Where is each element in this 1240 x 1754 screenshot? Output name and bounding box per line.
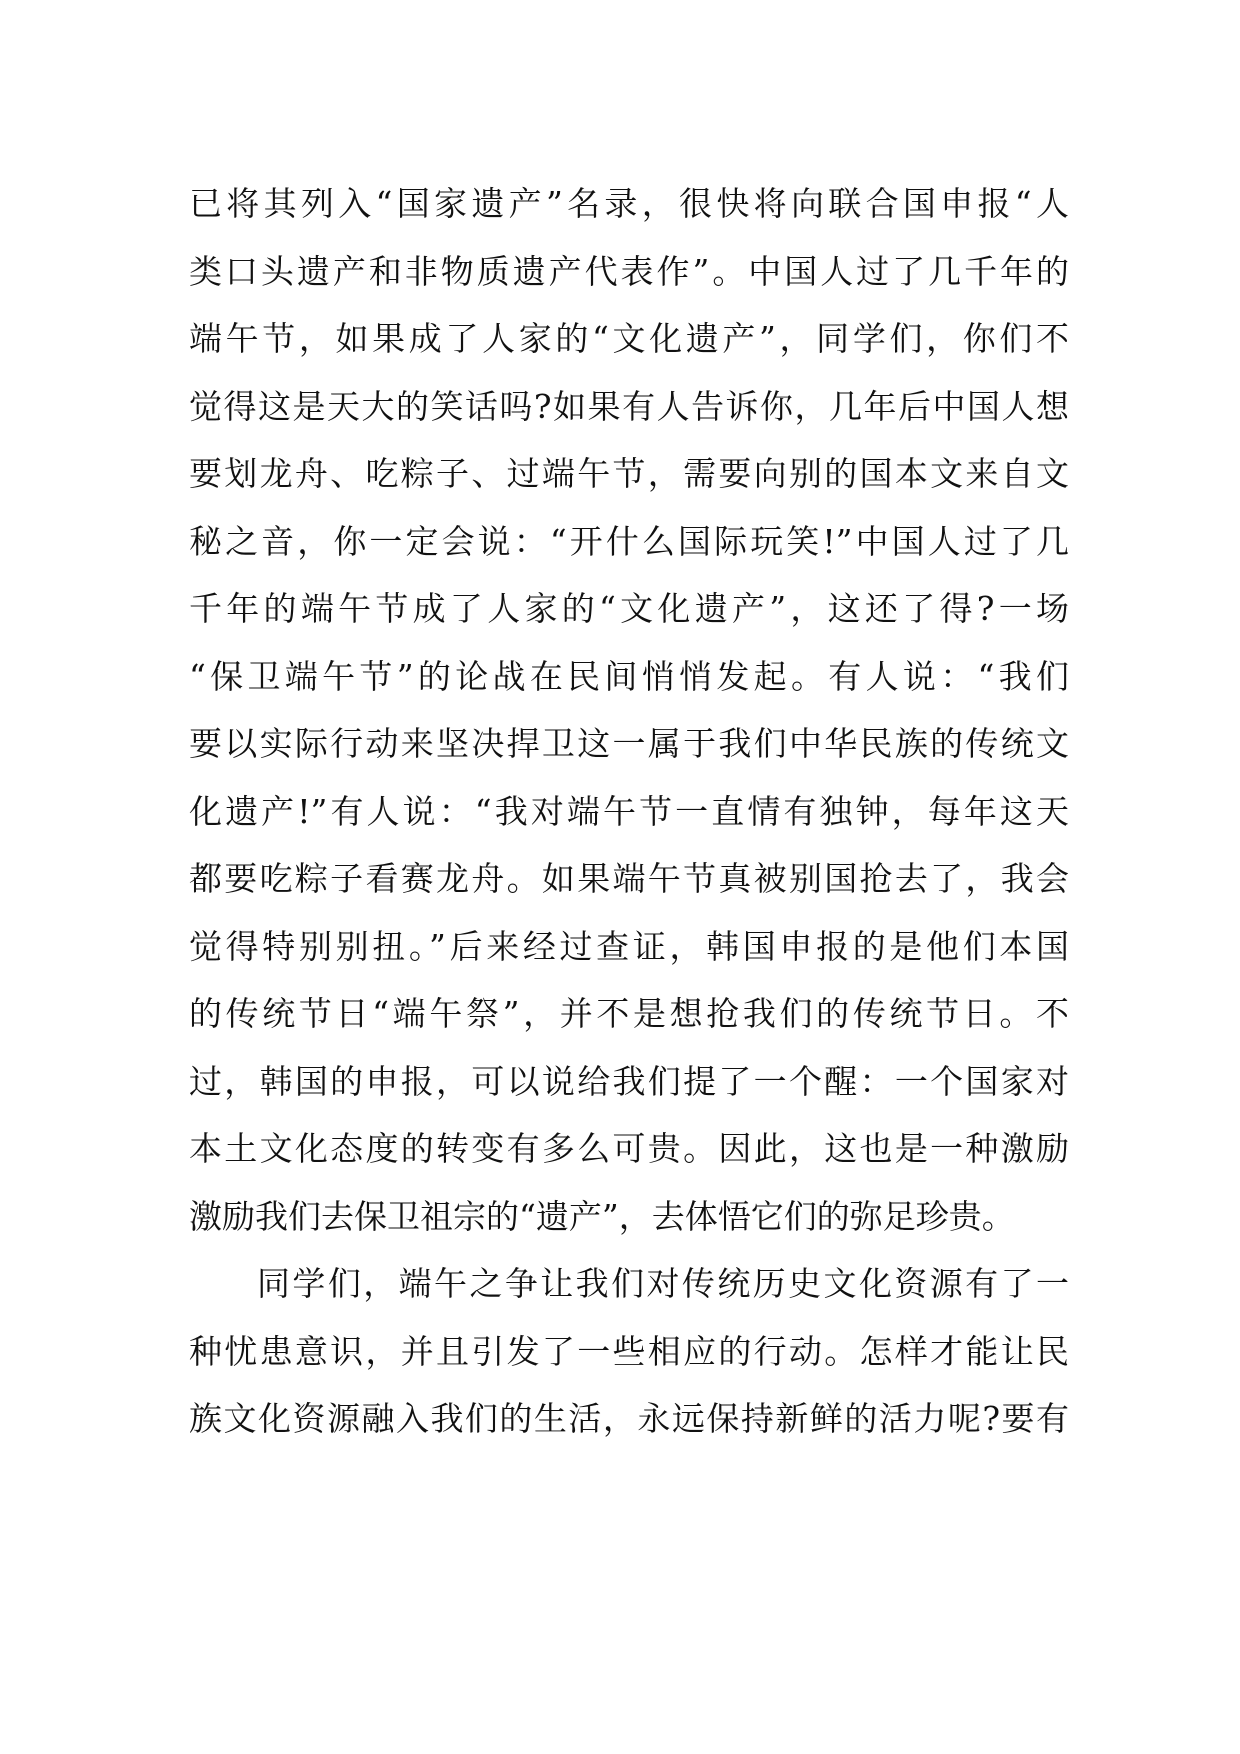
text-line: 要以实际行动来坚决捍卫这一属于我们中华民族的传统文 bbox=[189, 724, 1069, 763]
text-line: 类口头遗产和非物质遗产代表作”。中国人过了几千年的 bbox=[189, 251, 1069, 291]
text-line: 的传统节日“端午祭”，并不是想抢我们的传统节日。不 bbox=[189, 994, 1069, 1033]
text-line: 本土文化态度的转变有多么可贵。因此，这也是一种激励 bbox=[189, 1129, 1069, 1168]
text-line: 化遗产!”有人说：“我对端午节一直情有独钟，每年这天 bbox=[189, 791, 1069, 831]
text-line: 过，韩国的申报，可以说给我们提了一个醒：一个国家对 bbox=[189, 1061, 1069, 1101]
text-line: 已将其列入“国家遗产”名录，很快将向联合国申报“人 bbox=[189, 184, 1069, 223]
text-line: 秘之音，你一定会说：“开什么国际玩笑!”中国人过了几 bbox=[189, 521, 1069, 561]
text-line: 端午节，如果成了人家的“文化遗产”，同学们，你们不 bbox=[189, 319, 1069, 358]
document-body bbox=[189, 170, 1069, 1453]
text-line: 都要吃粽子看赛龙舟。如果端午节真被别国抢去了，我会 bbox=[189, 859, 1069, 898]
text-line: 千年的端午节成了人家的“文化遗产”，这还了得?一场 bbox=[189, 589, 1069, 628]
text-line: “保卫端午节”的论战在民间悄悄发起。有人说：“我们 bbox=[189, 656, 1069, 696]
paragraph bbox=[189, 1250, 1069, 1453]
text-line: 要划龙舟、吃粽子、过端午节，需要向别的国本文来自文 bbox=[189, 454, 1069, 493]
text-line: 觉得这是天大的笑话吗?如果有人告诉你，几年后中国人想 bbox=[189, 386, 1069, 426]
text-line: 族文化资源融入我们的生活，永远保持新鲜的活力呢?要有 bbox=[189, 1399, 1069, 1438]
text-line: 激励我们去保卫祖宗的“遗产”，去体悟它们的弥足珍贵。 bbox=[189, 1196, 1015, 1236]
text-line: 觉得特别别扭。”后来经过查证，韩国申报的是他们本国 bbox=[189, 926, 1069, 966]
paragraph bbox=[189, 170, 1069, 1250]
text-line: 种忧患意识，并且引发了一些相应的行动。怎样才能让民 bbox=[189, 1331, 1069, 1371]
text-line: 同学们，端午之争让我们对传统历史文化资源有了一 bbox=[257, 1264, 1069, 1303]
